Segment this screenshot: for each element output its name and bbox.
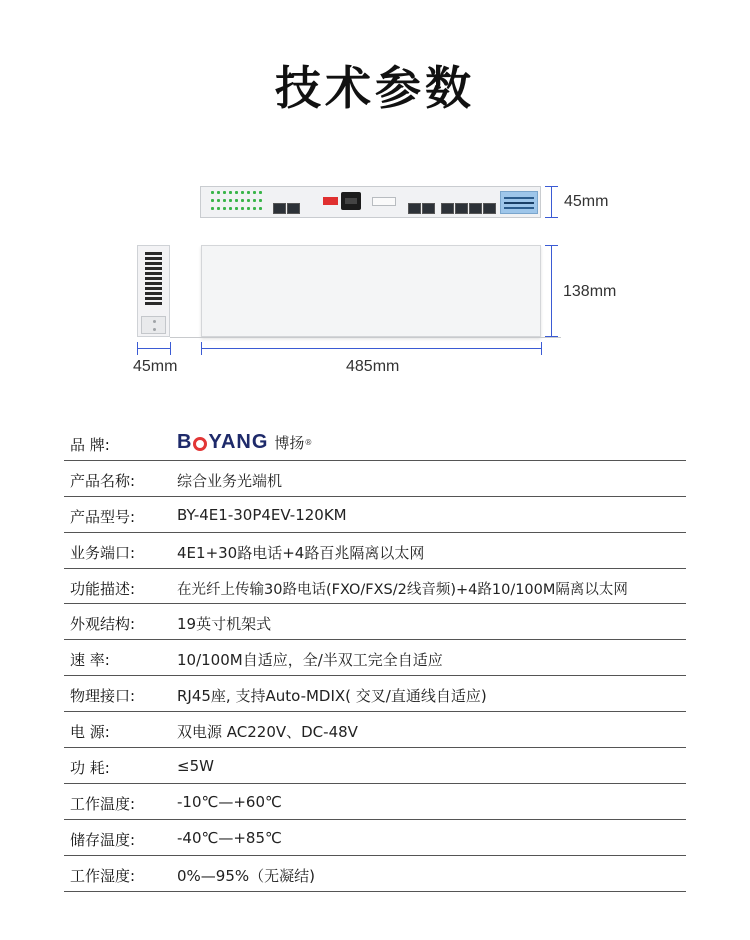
- dimension-tick: [545, 186, 558, 187]
- rj45-port-icon: [441, 203, 454, 214]
- brand-wordmark-rest: YANG: [208, 431, 269, 453]
- spec-row: [64, 569, 686, 605]
- dimension-tick: [545, 217, 558, 218]
- dimension-tick: [201, 342, 202, 355]
- page-title: 技术参数: [275, 61, 475, 115]
- spec-label: 品 牌:: [70, 436, 110, 454]
- dimension-tick: [137, 342, 138, 355]
- spec-row: [64, 712, 686, 748]
- spec-row: [64, 640, 686, 676]
- fiber-port-icon: [341, 192, 361, 210]
- spec-label: 产品名称:: [70, 471, 136, 490]
- dimension-label-side-height: 45mm: [133, 358, 178, 375]
- dimension-tick: [545, 245, 558, 246]
- spec-value: -40℃—+85℃: [177, 828, 282, 847]
- spec-row: [64, 604, 686, 640]
- status-leds: [211, 191, 267, 215]
- spec-label: 物理接口:: [70, 687, 136, 706]
- rj45-port-icon: [408, 203, 421, 214]
- spec-value: 在光纤上传输30路电话(FXO/FXS/2线音频)+4路10/100M隔离以太网: [177, 581, 628, 598]
- dip-switch-icon: [323, 197, 338, 205]
- device-top-view-image: [201, 245, 541, 337]
- rj45-port-icon: [422, 203, 435, 214]
- dimension-label-width: 485mm: [346, 358, 400, 375]
- rj45-port-icon: [483, 203, 496, 214]
- registered-mark: ®: [304, 438, 313, 447]
- brand-wordmark-first: B: [177, 431, 193, 453]
- dimension-line: [201, 348, 542, 349]
- spec-value: 双电源 AC220V、DC-48V: [177, 723, 358, 742]
- spec-value: -10℃—+60℃: [177, 792, 282, 811]
- spec-label: 速 率:: [70, 651, 110, 670]
- spec-label: 产品型号:: [70, 507, 136, 526]
- dimension-line: [551, 186, 552, 218]
- rack-ear-icon: [141, 316, 166, 334]
- dimension-line: [137, 348, 171, 349]
- product-label-sticker: [500, 191, 538, 214]
- dimension-tick: [170, 342, 171, 355]
- spec-label: 电 源:: [70, 723, 110, 742]
- rj45-port-icon: [455, 203, 468, 214]
- spec-row: [64, 820, 686, 856]
- dimension-tick: [541, 342, 542, 355]
- dimension-line: [551, 245, 552, 337]
- spec-value: ≤5W: [177, 757, 214, 776]
- spec-value: 19英寸机架式: [177, 615, 272, 634]
- spec-label: 功 耗:: [70, 759, 110, 778]
- spec-value: 4E1+30路电话+4路百兆隔离以太网: [177, 543, 425, 562]
- spec-row: [64, 676, 686, 712]
- device-front-panel-image: [200, 186, 541, 218]
- brand-chinese-name: 博扬: [274, 434, 305, 452]
- spec-label: 工作湿度:: [70, 866, 136, 885]
- spec-row: [64, 748, 686, 784]
- spec-label: 外观结构:: [70, 615, 136, 634]
- brand-logo: [177, 431, 312, 454]
- dimension-label-depth: 138mm: [563, 283, 617, 300]
- spec-row: [64, 497, 686, 533]
- rj45-port-icon: [469, 203, 482, 214]
- label-slot: [372, 197, 396, 206]
- dimension-tick: [545, 336, 558, 337]
- rj45-port-icon: [273, 203, 286, 214]
- spec-label: 工作温度:: [70, 794, 136, 813]
- spec-value: 10/100M自适应，全/半双工完全自适应: [177, 651, 443, 670]
- dimension-label-front-height: 45mm: [564, 193, 609, 210]
- spec-label: 业务端口:: [70, 543, 136, 562]
- spec-row: [64, 784, 686, 820]
- brand-o-icon: [193, 437, 207, 451]
- spec-label: 功能描述:: [70, 579, 136, 598]
- device-side-view-image: [137, 245, 170, 337]
- divider: [170, 337, 561, 338]
- spec-value: 0%—95%（无凝结): [177, 866, 315, 885]
- spec-value: 综合业务光端机: [177, 471, 283, 490]
- spec-row-brand: [64, 425, 686, 461]
- spec-table: [64, 425, 686, 892]
- spec-row: [64, 533, 686, 569]
- spec-row: [64, 461, 686, 497]
- spec-value: RJ45座, 支持Auto-MDIX( 交叉/直通线自适应): [177, 687, 487, 706]
- rj45-port-icon: [287, 203, 300, 214]
- spec-label: 储存温度:: [70, 830, 136, 849]
- spec-value: BY-4E1-30P4EV-120KM: [177, 505, 347, 524]
- spec-row: [64, 856, 686, 892]
